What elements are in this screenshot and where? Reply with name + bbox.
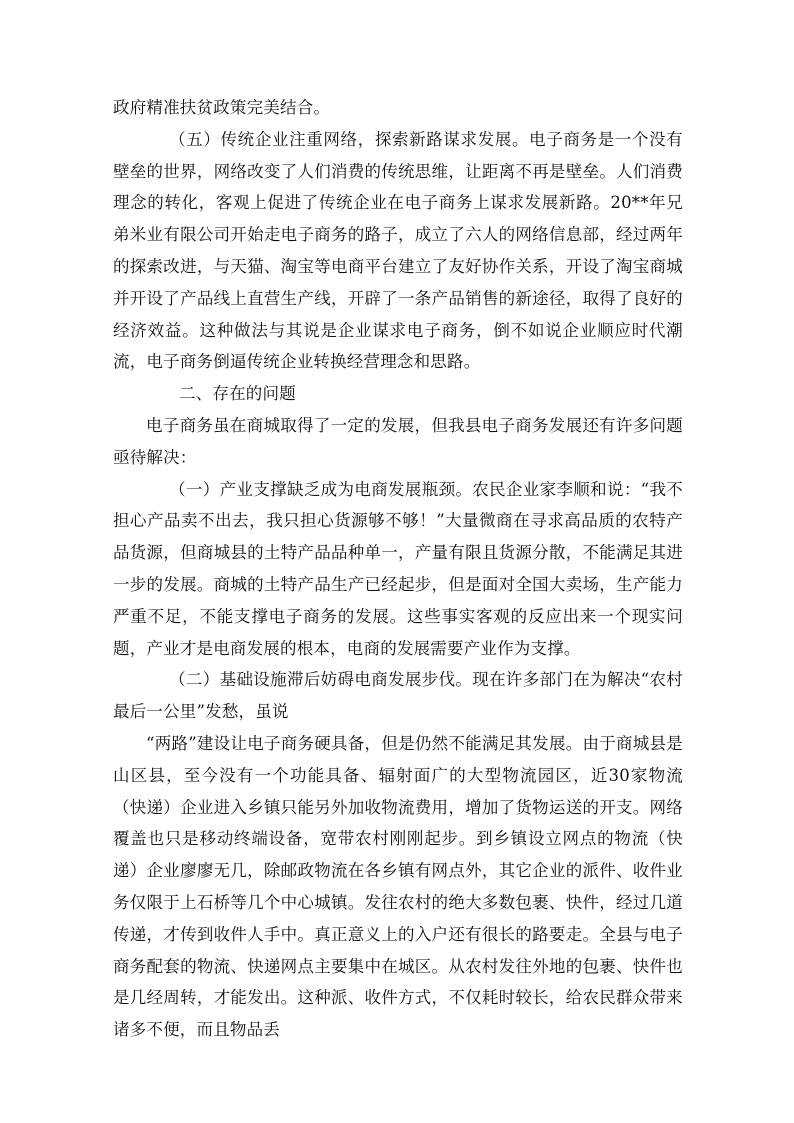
paragraph-continuation: 政府精准扶贫政策完美结合。 [113, 98, 331, 117]
paragraph-section-five: （五）传统企业注重网络，探索新路谋求发展。电子商务是一个没有壁垒的世界，网络改变了人们消费的传统思维，让距离不再是壁垒。人们消费理念的转化，客观上促进了传统企业在电子商务上谋求发展新路。20**年兄弟米业有限公司开始走电子商务的路子，成立了六人的网络信息部，经过两年的探索改进，与天猫、淘宝等电商平台建立了友好协作关系，开设了淘宝商城并开设了产品线上直营生产线，开辟了一条产品销售的新途径，取得了良好的经济效益。这种做法与其说是企业谋求电子商务，倒不如说企业顺应时代潮流，电子商务倒逼传统企业转换经营理念和思路。 [113, 129, 683, 372]
paragraph-problem-two-continued: “两路”建设让电子商务硬具备，但是仍然不能满足其发展。由于商城县是山区县，至今没有一个功能具备、辐射面广的大型物流园区，近30家物流（快递）企业进入乡镇只能另外加收物流费用，增加了货物运送的开支。网络覆盖也只是移动终端设备，宽带农村刚刚起步。到乡镇设立网点的物流（快递）企业廖廖无几，除邮政物流在各乡镇有网点外，其它企业的派件、收件业务仅限于上石桥等几个中心城镇。发往农村的绝大多数包裹、快件，经过几道传递，才传到收件人手中。真正意义上的入户还有很长的路要走。全县与电子商务配套的物流、快递网点主要集中在城区。从农村发往外地的包裹、快件也是几经周转，才能发出。这种派、收件方式，不仅耗时较长，给农民群众带来诸多不便，而且物品丢 [113, 733, 683, 1040]
section-heading-problems: 二、存在的问题 [179, 384, 296, 404]
paragraph-problems-intro: 电子商务虽在商城取得了一定的发展，但我县电子商务发展还有许多问题亟待解决： [113, 415, 683, 467]
paragraph-problem-one: （一）产业支撑缺乏成为电商发展瓶颈。农民企业家李顺和说：“我不担心产品卖不出去，我只担心货源够不够！”大量微商在寻求高品质的农特产品货源，但商城县的土特产品品种单一，产量有限且货源分散，不能满足其进一步的发展。商城的土特产品生产已经起步，但是面对全国大卖场，生产能力严重不足，不能支撑电子商务的发展。这些事实客观的反应出来一个现实问题，产业才是电商发展的根本，电商的发展需要产业作为支撑。 [113, 479, 683, 658]
document-body [113, 92, 683, 1046]
paragraph-problem-two: （二）基础设施滞后妨碍电商发展步伐。现在许多部门在为解决“农村最后一公里”发愁，虽说 [113, 670, 683, 722]
